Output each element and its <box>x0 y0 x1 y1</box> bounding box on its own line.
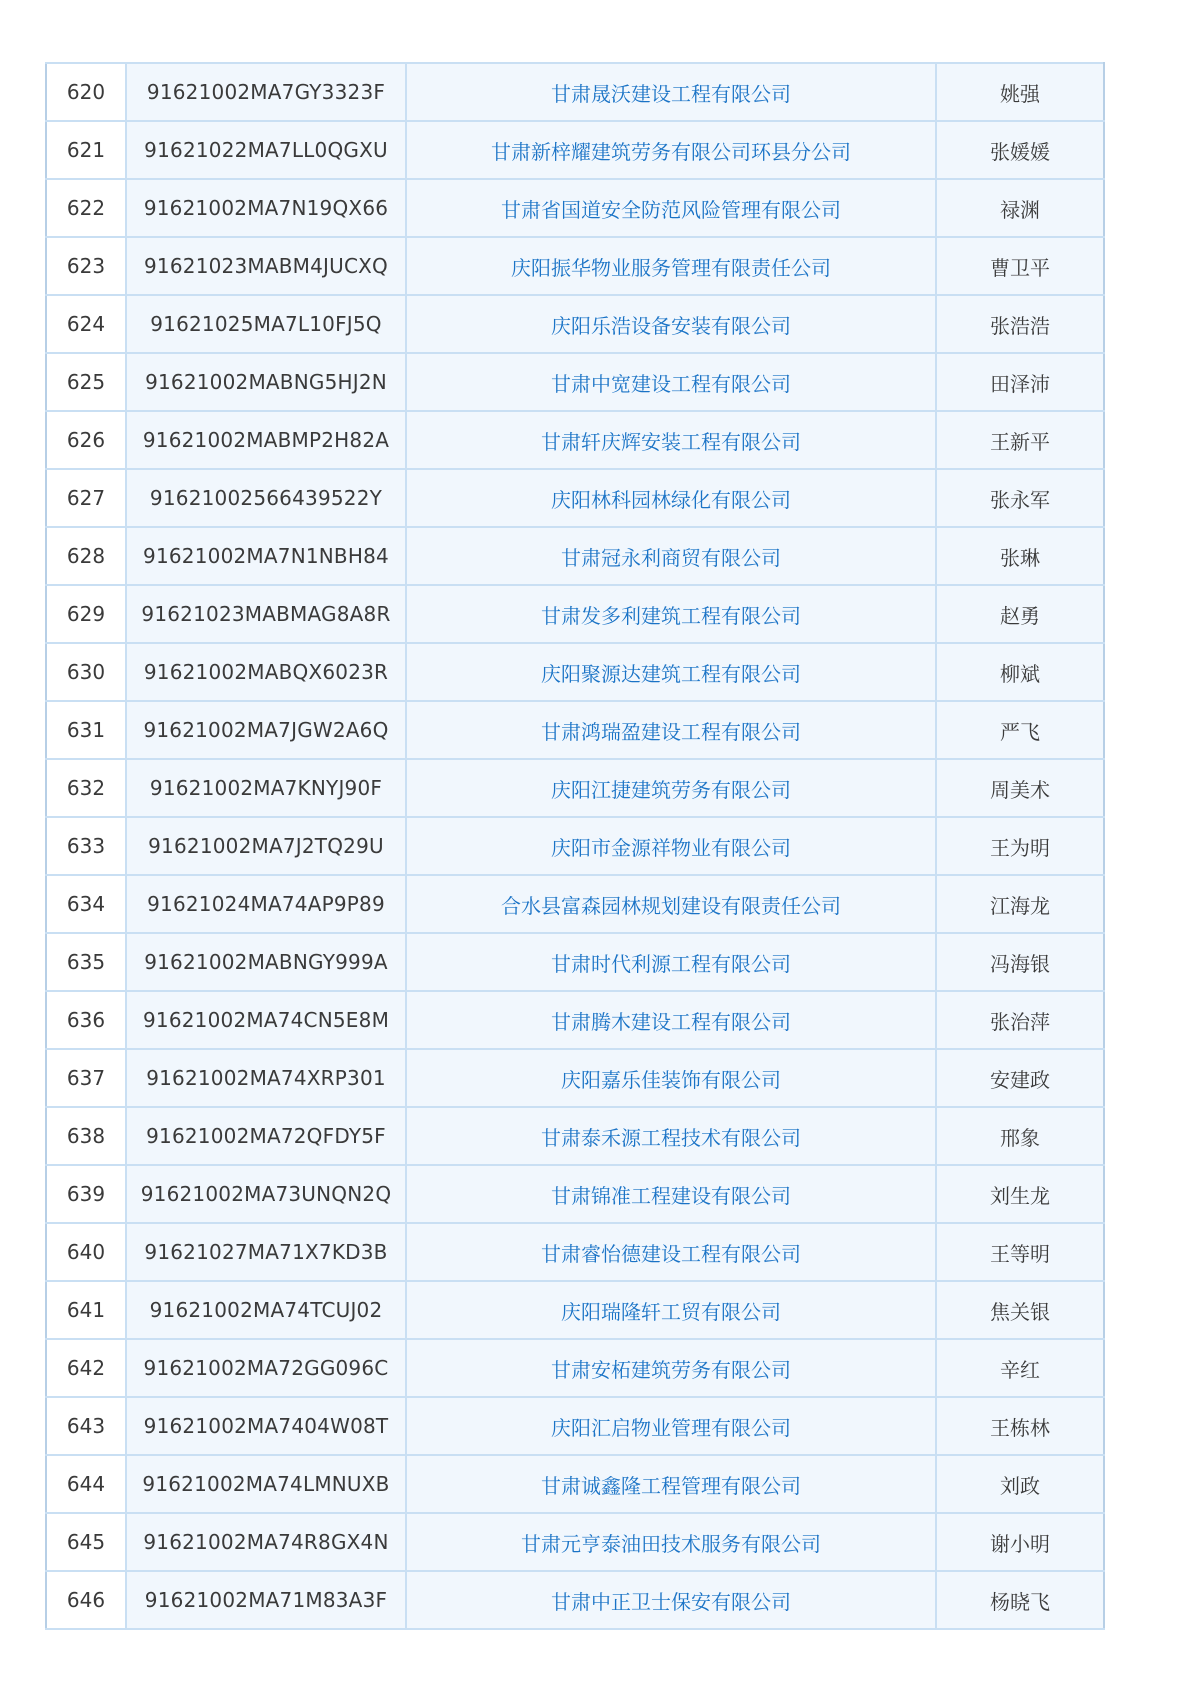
table-row <box>46 121 1104 179</box>
row-index-cell: 620 <box>46 63 126 121</box>
company-name-cell: 甘肃诚鑫隆工程管理有限公司 <box>406 1455 936 1513</box>
table-row <box>46 701 1104 759</box>
legal-representative-cell: 王等明 <box>936 1223 1104 1281</box>
table-row <box>46 353 1104 411</box>
legal-representative-cell: 谢小明 <box>936 1513 1104 1571</box>
company-name-cell: 甘肃晟沃建设工程有限公司 <box>406 63 936 121</box>
table-row <box>46 1339 1104 1397</box>
credit-code-cell: 91621024MA74AP9P89 <box>126 875 406 933</box>
company-name-cell: 甘肃轩庆辉安装工程有限公司 <box>406 411 936 469</box>
row-index-cell: 641 <box>46 1281 126 1339</box>
credit-code-cell: 91621025MA7L10FJ5Q <box>126 295 406 353</box>
company-name-cell: 甘肃中宽建设工程有限公司 <box>406 353 936 411</box>
credit-code-cell: 91621002MA7N1NBH84 <box>126 527 406 585</box>
row-index-cell: 638 <box>46 1107 126 1165</box>
legal-representative-cell: 周美术 <box>936 759 1104 817</box>
row-index-cell: 644 <box>46 1455 126 1513</box>
row-index-cell: 631 <box>46 701 126 759</box>
company-name-cell: 甘肃睿怡德建设工程有限公司 <box>406 1223 936 1281</box>
table-row <box>46 1049 1104 1107</box>
legal-representative-cell: 严飞 <box>936 701 1104 759</box>
row-index-cell: 636 <box>46 991 126 1049</box>
table-row <box>46 1455 1104 1513</box>
table-row <box>46 933 1104 991</box>
credit-code-cell: 91621002MA7N19QX66 <box>126 179 406 237</box>
company-name-cell: 甘肃锦准工程建设有限公司 <box>406 1165 936 1223</box>
table-row <box>46 469 1104 527</box>
credit-code-cell: 91621002MA7KNYJ90F <box>126 759 406 817</box>
row-index-cell: 623 <box>46 237 126 295</box>
legal-representative-cell: 安建政 <box>936 1049 1104 1107</box>
credit-code-cell: 91621002MA72QFDY5F <box>126 1107 406 1165</box>
table-row <box>46 875 1104 933</box>
credit-code-cell: 91621002MA74LMNUXB <box>126 1455 406 1513</box>
row-index-cell: 632 <box>46 759 126 817</box>
company-name-cell: 庆阳嘉乐佳装饰有限公司 <box>406 1049 936 1107</box>
credit-code-cell: 91621002MABNG5HJ2N <box>126 353 406 411</box>
table-row <box>46 1107 1104 1165</box>
table-row <box>46 527 1104 585</box>
company-name-cell: 甘肃发多利建筑工程有限公司 <box>406 585 936 643</box>
table-row <box>46 759 1104 817</box>
legal-representative-cell: 姚强 <box>936 63 1104 121</box>
company-name-cell: 庆阳市金源祥物业有限公司 <box>406 817 936 875</box>
company-name-cell: 庆阳瑞隆轩工贸有限公司 <box>406 1281 936 1339</box>
legal-representative-cell: 张琳 <box>936 527 1104 585</box>
legal-representative-cell: 焦关银 <box>936 1281 1104 1339</box>
legal-representative-cell: 赵勇 <box>936 585 1104 643</box>
table-row <box>46 179 1104 237</box>
company-name-cell: 庆阳乐浩设备安装有限公司 <box>406 295 936 353</box>
table-row <box>46 817 1104 875</box>
credit-code-cell: 91621002MA7JGW2A6Q <box>126 701 406 759</box>
row-index-cell: 621 <box>46 121 126 179</box>
company-name-cell: 庆阳林科园林绿化有限公司 <box>406 469 936 527</box>
legal-representative-cell: 田泽沛 <box>936 353 1104 411</box>
company-name-cell: 甘肃腾木建设工程有限公司 <box>406 991 936 1049</box>
legal-representative-cell: 王新平 <box>936 411 1104 469</box>
company-name-cell: 庆阳振华物业服务管理有限责任公司 <box>406 237 936 295</box>
row-index-cell: 643 <box>46 1397 126 1455</box>
table-row <box>46 63 1104 121</box>
row-index-cell: 640 <box>46 1223 126 1281</box>
legal-representative-cell: 王栋林 <box>936 1397 1104 1455</box>
table-row <box>46 237 1104 295</box>
credit-code-cell: 91621002MA73UNQN2Q <box>126 1165 406 1223</box>
legal-representative-cell: 邢象 <box>936 1107 1104 1165</box>
row-index-cell: 622 <box>46 179 126 237</box>
row-index-cell: 634 <box>46 875 126 933</box>
credit-code-cell: 91621027MA71X7KD3B <box>126 1223 406 1281</box>
legal-representative-cell: 刘生龙 <box>936 1165 1104 1223</box>
row-index-cell: 626 <box>46 411 126 469</box>
table-row <box>46 585 1104 643</box>
row-index-cell: 627 <box>46 469 126 527</box>
company-name-cell: 庆阳江捷建筑劳务有限公司 <box>406 759 936 817</box>
row-index-cell: 635 <box>46 933 126 991</box>
credit-code-cell: 91621002MA72GG096C <box>126 1339 406 1397</box>
credit-code-cell: 91621002MA74R8GX4N <box>126 1513 406 1571</box>
row-index-cell: 628 <box>46 527 126 585</box>
company-name-cell: 甘肃新梓耀建筑劳务有限公司环县分公司 <box>406 121 936 179</box>
table-body <box>46 63 1104 1629</box>
row-index-cell: 625 <box>46 353 126 411</box>
row-index-cell: 624 <box>46 295 126 353</box>
table-row <box>46 1513 1104 1571</box>
row-index-cell: 637 <box>46 1049 126 1107</box>
legal-representative-cell: 张媛媛 <box>936 121 1104 179</box>
legal-representative-cell: 张永军 <box>936 469 1104 527</box>
credit-code-cell: 91621002MABNGY999A <box>126 933 406 991</box>
row-index-cell: 646 <box>46 1571 126 1629</box>
legal-representative-cell: 张治萍 <box>936 991 1104 1049</box>
legal-representative-cell: 辛红 <box>936 1339 1104 1397</box>
credit-code-cell: 91621002MA71M83A3F <box>126 1571 406 1629</box>
credit-code-cell: 91621002MA74XRP301 <box>126 1049 406 1107</box>
legal-representative-cell: 杨晓飞 <box>936 1571 1104 1629</box>
table-row <box>46 643 1104 701</box>
company-list-table-wrapper <box>45 62 1103 1630</box>
credit-code-cell: 91621002MA7J2TQ29U <box>126 817 406 875</box>
company-name-cell: 甘肃鸿瑞盈建设工程有限公司 <box>406 701 936 759</box>
table-row <box>46 991 1104 1049</box>
row-index-cell: 642 <box>46 1339 126 1397</box>
legal-representative-cell: 冯海银 <box>936 933 1104 991</box>
table-row <box>46 1165 1104 1223</box>
credit-code-cell: 91621023MABMAG8A8R <box>126 585 406 643</box>
company-name-cell: 甘肃中正卫士保安有限公司 <box>406 1571 936 1629</box>
credit-code-cell: 91621002MABQX6023R <box>126 643 406 701</box>
company-name-cell: 甘肃泰禾源工程技术有限公司 <box>406 1107 936 1165</box>
company-name-cell: 合水县富森园林规划建设有限责任公司 <box>406 875 936 933</box>
row-index-cell: 630 <box>46 643 126 701</box>
credit-code-cell: 91621002MA7GY3323F <box>126 63 406 121</box>
credit-code-cell: 91621002MA7404W08T <box>126 1397 406 1455</box>
company-name-cell: 甘肃冠永利商贸有限公司 <box>406 527 936 585</box>
table-row <box>46 1223 1104 1281</box>
table-row <box>46 411 1104 469</box>
legal-representative-cell: 禄渊 <box>936 179 1104 237</box>
table-row <box>46 1571 1104 1629</box>
credit-code-cell: 91621002566439522Y <box>126 469 406 527</box>
company-list-table <box>45 62 1105 1630</box>
table-row <box>46 1281 1104 1339</box>
row-index-cell: 645 <box>46 1513 126 1571</box>
credit-code-cell: 91621002MA74TCUJ02 <box>126 1281 406 1339</box>
company-name-cell: 庆阳汇启物业管理有限公司 <box>406 1397 936 1455</box>
legal-representative-cell: 王为明 <box>936 817 1104 875</box>
row-index-cell: 629 <box>46 585 126 643</box>
row-index-cell: 639 <box>46 1165 126 1223</box>
table-row <box>46 1397 1104 1455</box>
company-name-cell: 甘肃省国道安全防范风险管理有限公司 <box>406 179 936 237</box>
company-name-cell: 庆阳聚源达建筑工程有限公司 <box>406 643 936 701</box>
legal-representative-cell: 柳斌 <box>936 643 1104 701</box>
company-name-cell: 甘肃安柘建筑劳务有限公司 <box>406 1339 936 1397</box>
credit-code-cell: 91621023MABM4JUCXQ <box>126 237 406 295</box>
table-row <box>46 295 1104 353</box>
company-name-cell: 甘肃时代利源工程有限公司 <box>406 933 936 991</box>
legal-representative-cell: 刘政 <box>936 1455 1104 1513</box>
row-index-cell: 633 <box>46 817 126 875</box>
legal-representative-cell: 江海龙 <box>936 875 1104 933</box>
credit-code-cell: 91621002MA74CN5E8M <box>126 991 406 1049</box>
credit-code-cell: 91621022MA7LL0QGXU <box>126 121 406 179</box>
legal-representative-cell: 张浩浩 <box>936 295 1104 353</box>
credit-code-cell: 91621002MABMP2H82A <box>126 411 406 469</box>
company-name-cell: 甘肃元亨泰油田技术服务有限公司 <box>406 1513 936 1571</box>
legal-representative-cell: 曹卫平 <box>936 237 1104 295</box>
